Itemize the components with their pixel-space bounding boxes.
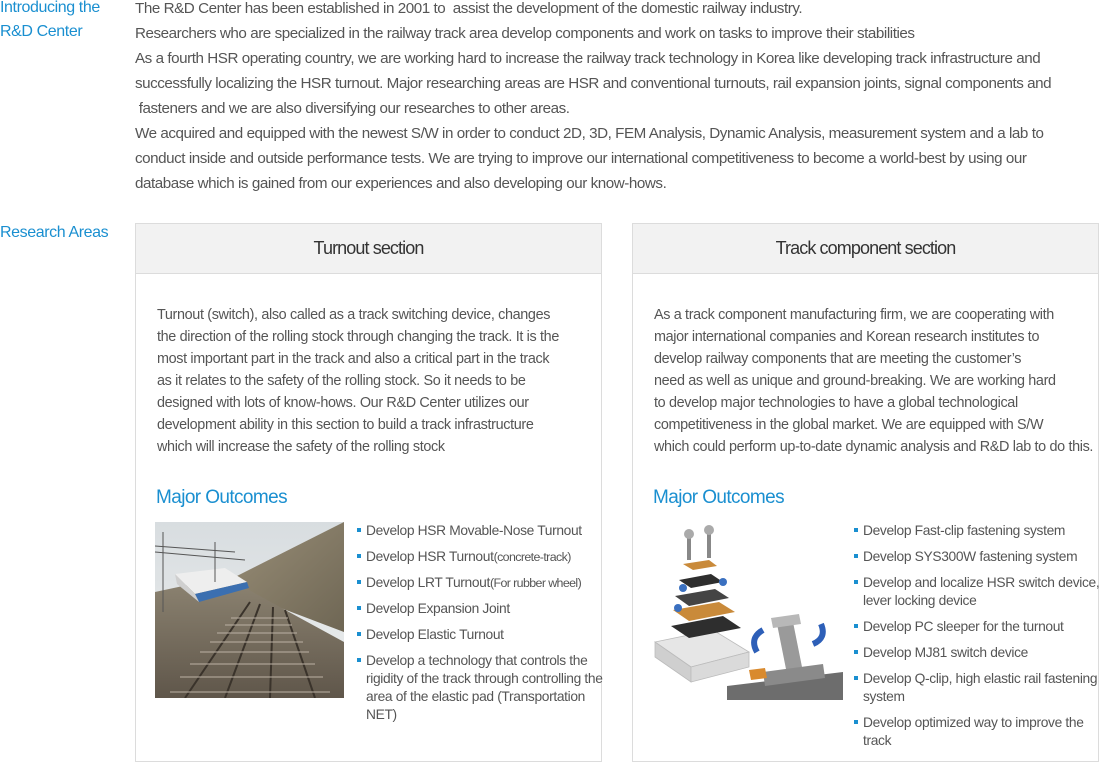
intro-line: database which is gained from our experiences and also developing our know-hows. [135, 175, 667, 192]
track-outcomes-list [854, 522, 1100, 758]
outcome-note: (concrete-track) [493, 550, 571, 564]
desc-line: which could perform up-to-date dynamic analysis and R&D lab to do this. [654, 439, 1094, 455]
list-item [357, 652, 603, 724]
outcome-text: Develop Elastic Turnout [366, 627, 504, 642]
list-item: Develop MJ81 switch device [854, 644, 1100, 662]
list-item [357, 626, 603, 644]
outcome-text: Develop a technology that controls the rigidity of the track through controlling the area of the elastic pad (Transportation NET) [366, 653, 603, 722]
desc-line: Turnout (switch), also called as a track switching device, changes [157, 307, 551, 323]
desc-line: most important part in the track and also a critical part in the track [157, 351, 550, 367]
intro-line: We acquired and equipped with the newest S/W in order to conduct 2D, 3D, FEM Analysis, Dynamic Analysis, measurement system and a lab to [135, 125, 1044, 142]
list-item [357, 522, 603, 540]
turnout-description [157, 304, 597, 458]
track-outcomes-title: Major Outcomes [653, 487, 784, 508]
list-item: Develop SYS300W fastening system [854, 548, 1100, 566]
turnout-panel-header: Turnout section [136, 224, 601, 274]
track-panel-header: Track component section [633, 224, 1098, 274]
outcome-note: (For rubber wheel) [490, 576, 582, 590]
desc-line: major international companies and Korean research institutes to [654, 329, 1040, 345]
fastening-components-illustration [653, 522, 845, 700]
desc-line: designed with lots of know-hows. Our R&D Center utilizes our [157, 395, 529, 411]
outcome-text: Develop HSR Movable-Nose Turnout [366, 523, 582, 538]
intro-line: fasteners and we are also diversifying our researches to other areas. [135, 100, 570, 117]
desc-line: the direction of the rolling stock through changing the track. It is the [157, 329, 559, 345]
desc-line: which will increase the safety of the rolling stock [157, 439, 445, 455]
list-item: Develop PC sleeper for the turnout [854, 618, 1100, 636]
track-description [654, 304, 1094, 458]
list-item: Develop and localize HSR switch device, lever locking device [854, 574, 1100, 610]
desc-line: to develop major technologies to have a global technological [654, 395, 1018, 411]
desc-line: need as well as unique and ground-breaking. We are working hard [654, 373, 1056, 389]
desc-line: As a track component manufacturing firm, we are cooperating with [654, 307, 1054, 323]
research-areas-title: Research Areas [0, 224, 109, 241]
desc-line: development ability in this section to build a track infrastructure [157, 417, 534, 433]
intro-title-line1: Introducing the [0, 0, 100, 16]
turnout-outcomes-title: Major Outcomes [156, 487, 287, 508]
turnout-outcomes-list [357, 522, 603, 732]
outcome-text: Develop HSR Turnout [366, 549, 494, 564]
track-component-panel [632, 223, 1099, 762]
intro-line: The R&D Center has been established in 2001 to assist the development of the domestic railway industry. [135, 0, 803, 17]
intro-title [0, 0, 130, 44]
list-item [357, 574, 603, 592]
intro-line: conduct inside and outside performance tests. We are trying to improve our international competitiveness to become a world-best by using our [135, 150, 1027, 167]
list-item [357, 548, 603, 566]
intro-line: successfully localizing the HSR turnout. Major researching areas are HSR and conventional turnouts, rail expansion joints, signal components and [135, 75, 1052, 92]
railway-photo [155, 522, 344, 698]
desc-line: develop railway components that are meeting the customer’s [654, 351, 1022, 367]
list-item: Develop optimized way to improve the track [854, 714, 1100, 750]
list-item: Develop Fast-clip fastening system [854, 522, 1100, 540]
outcome-text: Develop Expansion Joint [366, 601, 510, 616]
desc-line: as it relates to the safety of the rolling stock. So it needs to be [157, 373, 526, 389]
list-item: Develop Q-clip, high elastic rail fastening system [854, 670, 1100, 706]
intro-text [135, 0, 1100, 196]
outcome-text: Develop LRT Turnout [366, 575, 490, 590]
intro-title-line2: R&D Center [0, 23, 83, 40]
list-item [357, 600, 603, 618]
intro-line: As a fourth HSR operating country, we are working hard to increase the railway track technology in Korea like developing track infrastructure and [135, 50, 1041, 67]
turnout-panel [135, 223, 602, 762]
intro-line: Researchers who are specialized in the railway track area develop components and work on tasks to improve their stabilities [135, 25, 915, 42]
desc-line: competitiveness in the global market. We are equipped with S/W [654, 417, 1044, 433]
